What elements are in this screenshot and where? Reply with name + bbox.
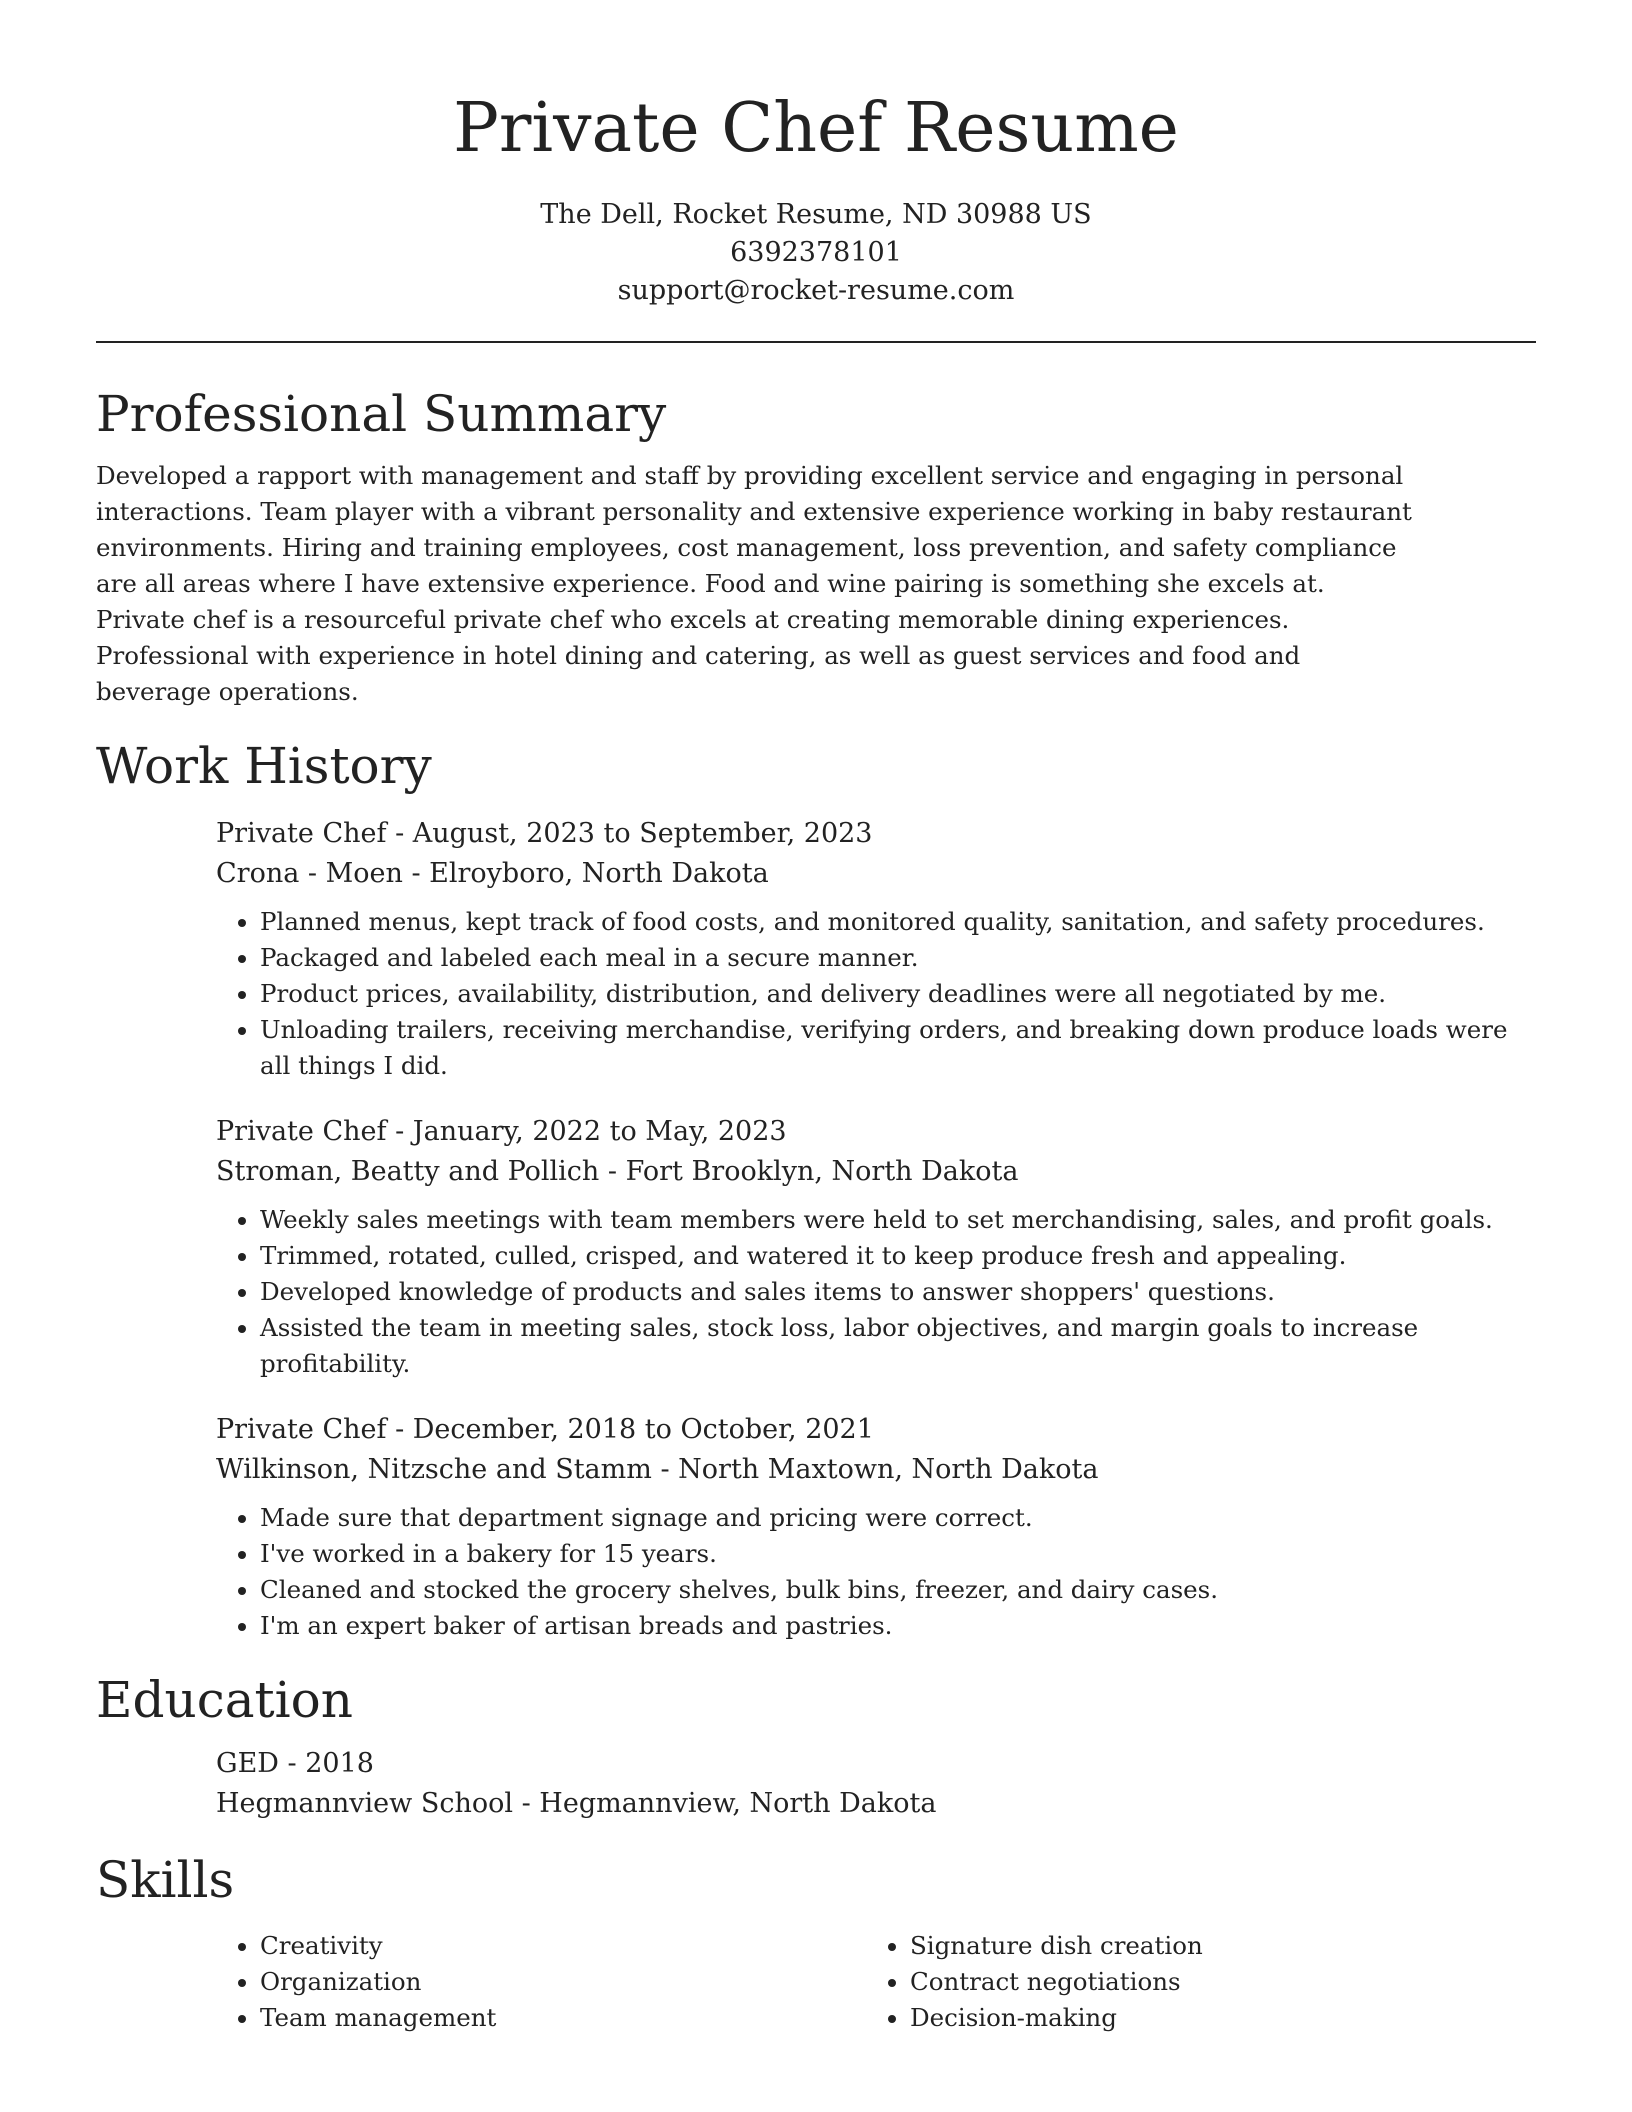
list-item: • Packaged and labeled each meal in a secure manner. (260, 940, 1536, 976)
skill-item: • Signature dish creation (910, 1928, 1516, 1964)
contact-address: The Dell, Rocket Resume, ND 30988 US (540, 199, 1092, 230)
job-duties-list (216, 904, 1536, 1084)
education-school-line (216, 1784, 1536, 1824)
job-company: Crona - Moen (216, 858, 403, 889)
work-history-heading: Work History (96, 737, 432, 795)
summary-section (96, 380, 1536, 710)
job-role: Private Chef (216, 818, 387, 849)
list-item: • I've worked in a bakery for 15 years. (260, 1536, 1536, 1572)
skill-item: • Decision-making (910, 2000, 1516, 2036)
work-history-section (96, 732, 1536, 1644)
job-entry (216, 814, 1536, 1084)
job-role: Private Chef (216, 1414, 387, 1445)
skills-grid (216, 1928, 1536, 2036)
list-item: • Product prices, availability, distribution, and delivery deadlines were all negotiated by me. (260, 976, 1536, 1012)
job-company: Stroman, Beatty and Pollich (216, 1156, 600, 1187)
list-item: • Developed knowledge of products and sales items to answer shoppers' questions. (260, 1274, 1536, 1310)
education-degree: GED - 2018 (216, 1748, 374, 1779)
list-item: • Trimmed, rotated, culled, crisped, and watered it to keep produce fresh and appealing. (260, 1238, 1536, 1274)
summary-heading: Professional Summary (96, 385, 667, 443)
resume-title: Private Chef Resume (453, 89, 1179, 168)
list-item: • Planned menus, kept track of food costs, and monitored quality, sanitation, and safety procedures. (260, 904, 1536, 940)
list-item: • Assisted the team in meeting sales, stock loss, labor objectives, and margin goals to increase profitability. (260, 1310, 1536, 1382)
job-location: - North Maxtown, North Dakota (651, 1454, 1099, 1485)
skill-item: • Team management (260, 2000, 866, 2036)
list-item: • Cleaned and stocked the grocery shelves, bulk bins, freezer, and dairy cases. (260, 1572, 1536, 1608)
job-dates: - December, 2018 to October, 2021 (386, 1414, 874, 1445)
list-item: • Unloading trailers, receiving merchandise, verifying orders, and breaking down produce loads were all things I did. (260, 1012, 1536, 1084)
job-role: Private Chef (216, 1116, 387, 1147)
skill-item: • Creativity (260, 1928, 866, 1964)
job-company-line (216, 854, 1536, 894)
resume-header (0, 0, 1632, 310)
education-school: Hegmannview School (216, 1788, 513, 1819)
job-location: - Fort Brooklyn, North Dakota (599, 1156, 1019, 1187)
job-entry (216, 1410, 1536, 1644)
education-location: - Hegmannview, North Dakota (513, 1788, 937, 1819)
skills-list-right (866, 1928, 1516, 2036)
job-duties-list (216, 1202, 1536, 1382)
skill-item: • Contract negotiations (910, 1964, 1516, 2000)
skill-item: • Organization (260, 1964, 866, 2000)
job-duties-list (216, 1500, 1536, 1644)
education-heading: Education (96, 1671, 353, 1729)
job-location: - Elroyboro, North Dakota (402, 858, 769, 889)
education-entry (216, 1744, 1536, 1824)
job-entry (216, 1112, 1536, 1382)
header-divider (96, 341, 1536, 343)
job-dates: - January, 2022 to May, 2023 (386, 1116, 787, 1147)
skills-heading: Skills (96, 1851, 235, 1909)
summary-text: Developed a rapport with management and staff by providing excellent service and engaging in personal interactions. Team player with a vibrant personality and extensive experience working in baby restaurant environments. Hiring and training employees, cost management, loss prevention, and safety compliance are all areas where I have extensive experience. Food and wine pairing is something she excels at. Private chef is a resourceful private chef who excels at creating memorable dining experiences. Professional with experience in hotel dining and catering, as well as guest services and food and beverage operations. (96, 461, 1412, 706)
contact-block (0, 196, 1632, 310)
skills-list-left (216, 1928, 866, 2036)
job-company-line (216, 1450, 1536, 1490)
skills-section (96, 1846, 1536, 2036)
job-company-line (216, 1152, 1536, 1192)
education-section (96, 1666, 1536, 1824)
contact-phone: 6392378101 (730, 237, 902, 268)
list-item: • Made sure that department signage and pricing were correct. (260, 1500, 1536, 1536)
job-title-line (216, 814, 1536, 854)
resume-body (96, 380, 1536, 2036)
job-company: Wilkinson, Nitzsche and Stamm (216, 1454, 652, 1485)
job-dates: - August, 2023 to September, 2023 (386, 818, 873, 849)
list-item: • Weekly sales meetings with team members were held to set merchandising, sales, and profit goals. (260, 1202, 1536, 1238)
list-item: • I'm an expert baker of artisan breads and pastries. (260, 1608, 1536, 1644)
job-title-line (216, 1410, 1536, 1450)
contact-email: support@rocket-resume.com (617, 275, 1015, 306)
job-title-line (216, 1112, 1536, 1152)
